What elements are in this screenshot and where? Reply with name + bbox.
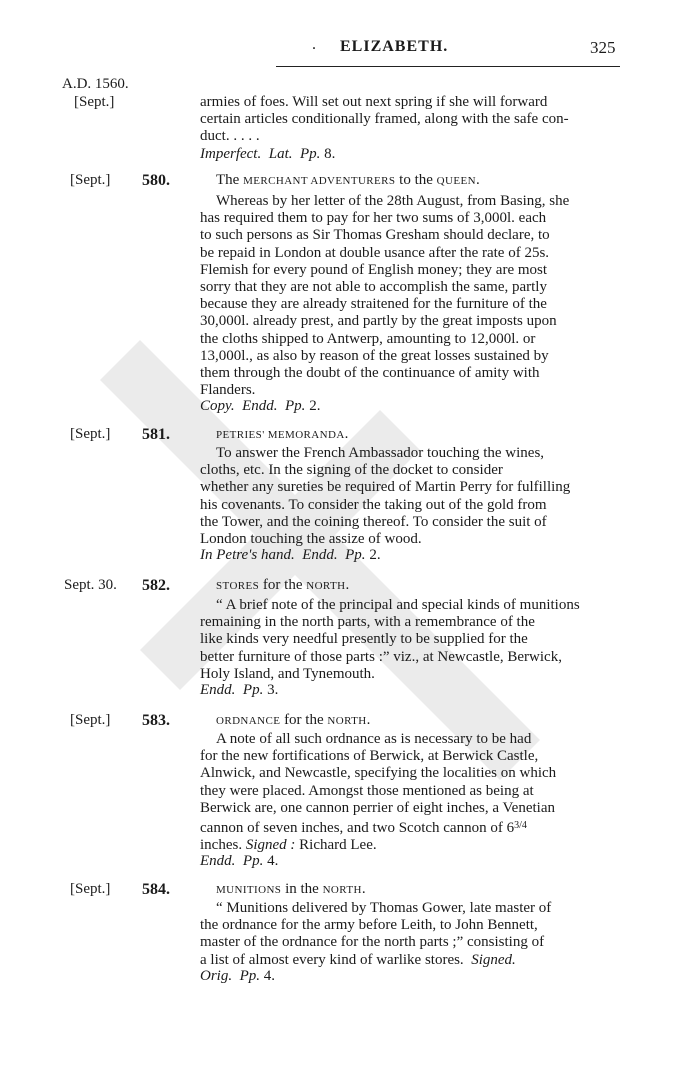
text-line: London touching the assize of wood. [200, 531, 422, 548]
text-line: for the new fortifications of Berwick, at Berwick Castle, [200, 748, 539, 765]
entry-number: 581. [142, 426, 170, 443]
text-line: sorry that they are not able to accomplish the same, partly [200, 279, 547, 296]
signed-label: Signed : [245, 837, 296, 854]
text-line: Alnwick, and Newcastle, specifying the localities on which [200, 765, 557, 782]
entry-number: 584. [142, 881, 170, 898]
text-line: Berwick are, one cannon perrier of eight inches, a Venetian [200, 799, 555, 816]
text-line: Flemish for every pound of English money; they are most [200, 261, 548, 278]
entry-date: Sept. 30. [64, 577, 117, 593]
text-line: be repaid in London at double usance after the rate of 25s. [200, 244, 550, 261]
text-line: the ordnance for the army before Leith, to John Bennett, [200, 917, 538, 934]
meta-pages: 2. [369, 547, 381, 563]
entry-title: STORES for the NORTH. [216, 577, 350, 593]
text-line: the cloths shipped to Antwerp, amounting to 12,000l. or [200, 330, 536, 347]
meta-original: Orig. [200, 968, 233, 984]
text-line: them through the doubt of the continuance of amity with [200, 365, 540, 382]
text-line: cloths, etc. In the signing of the docket to consider [200, 462, 503, 479]
entry-meta [200, 146, 335, 163]
entry-date: [Sept.] [74, 94, 115, 110]
text-line: Holy Island, and Tynemouth. [200, 665, 375, 682]
text-line: Whereas by her letter of the 28th August, from Basing, she [216, 193, 570, 209]
text-line: they were placed. Amongst those mentioned as being at [200, 782, 534, 799]
entry-meta [200, 398, 320, 415]
entry-number: 580. [142, 172, 170, 189]
text-line: inches. Signed : Richard Lee. [200, 837, 377, 854]
margin-year: A.D. 1560. [62, 76, 129, 92]
meta-pages: 4. [267, 853, 279, 869]
fraction: 3/4 [514, 820, 527, 832]
text-line: armies of foes. Will set out next spring if she will forward [200, 94, 548, 110]
text-line: like kinds very needful presently to be supplied for the [200, 631, 528, 648]
entry-meta [200, 547, 381, 564]
header-rule [276, 66, 620, 67]
meta-pages-label: Pp. [242, 853, 264, 869]
text-line: Flanders. [200, 382, 256, 399]
meta-endorsed: Endd. [200, 682, 236, 698]
meta-condition: Imperfect. [200, 146, 262, 162]
text-line: a list of almost every kind of warlike stores. Signed. [200, 951, 516, 968]
text-line: the Tower, and the coining thereof. To consider the suit of [200, 513, 547, 530]
entry-text [200, 193, 620, 399]
meta-pages: 8. [324, 146, 336, 162]
text-line: duct. . . . . [200, 128, 260, 145]
meta-pages-label: Pp. [239, 968, 261, 984]
meta-language: Lat. [268, 146, 293, 162]
text-line: A note of all such ordnance as is necessary to be had [216, 731, 532, 747]
meta-pages: 3. [267, 682, 279, 698]
entry-date: [Sept.] [70, 712, 111, 728]
entry-title: PETRIES' MEMORANDA. [216, 426, 349, 442]
text-line: because they are already straitened for the furniture of the [200, 296, 547, 313]
meta-pages: 2. [309, 398, 321, 414]
meta-pages: 4. [263, 968, 276, 984]
entry-date: [Sept.] [70, 426, 111, 442]
meta-pages-label: Pp. [300, 146, 321, 162]
text-line: has required them to pay for her two sums of 3,000l. each [200, 210, 547, 227]
meta-copy: Copy. [200, 398, 235, 414]
text-line: certain articles conditionally framed, along with the safe con- [200, 111, 569, 128]
entry-meta [200, 968, 275, 985]
text-line: whether any sureties be required of Martin Perry for fulfilling [200, 479, 571, 496]
entry-date: [Sept.] [70, 172, 111, 188]
entry-meta [200, 853, 278, 870]
entry-number: 583. [142, 712, 170, 729]
meta-endorsed: Endd. [200, 853, 236, 869]
text-line: “ Munitions delivered by Thomas Gower, late master of [216, 900, 552, 916]
meta-pages-label: Pp. [345, 547, 366, 563]
text-line: remaining in the north parts, with a remembrance of the [200, 614, 535, 631]
text-line: master of the ordnance for the north parts ;” consisting of [200, 934, 545, 951]
text-line: “ A brief note of the principal and special kinds of munitions [216, 597, 580, 613]
meta-endorsed: Endd. [302, 547, 338, 563]
entry-title: MUNITIONS in the NORTH. [216, 881, 366, 897]
running-head: ELIZABETH. [340, 38, 449, 55]
meta-pages-label: Pp. [242, 682, 264, 698]
entry-title: ORDNANCE for the NORTH. [216, 712, 371, 728]
text-line: to such persons as Sir Thomas Gresham should declare, to [200, 227, 550, 244]
text-line: cannon of seven inches, and two Scotch cannon of $6^{3/4}$ [200, 820, 527, 837]
text-line: 30,000l. already prest, and partly by the great imposts upon [200, 313, 557, 330]
text-line: To answer the French Ambassador touching the wines, [216, 445, 545, 461]
text-line: 13,000l., as also by reason of the great losses sustained by [200, 347, 549, 364]
header-dot: . [312, 36, 316, 53]
meta-pages-label: Pp. [285, 398, 306, 414]
entry-text [200, 900, 620, 969]
page-number: 325 [590, 38, 616, 57]
entry-text [200, 731, 620, 854]
entry-text [200, 445, 620, 548]
text-line: his covenants. To consider the taking out of the gold from [200, 496, 547, 513]
entry-date: [Sept.] [70, 881, 111, 897]
entry-title: The MERCHANT ADVENTURERS to the QUEEN. [216, 172, 480, 188]
entry-text [200, 597, 620, 683]
signed-label: Signed. [471, 951, 516, 968]
entry-number: 582. [142, 577, 170, 594]
text-line: better furniture of those parts :” viz., at Newcastle, Berwick, [200, 648, 562, 665]
entry-meta [200, 682, 278, 699]
meta-hand: In Petre's hand. [200, 547, 295, 563]
meta-endorsed: Endd. [242, 398, 278, 414]
continuation-text [200, 94, 620, 146]
